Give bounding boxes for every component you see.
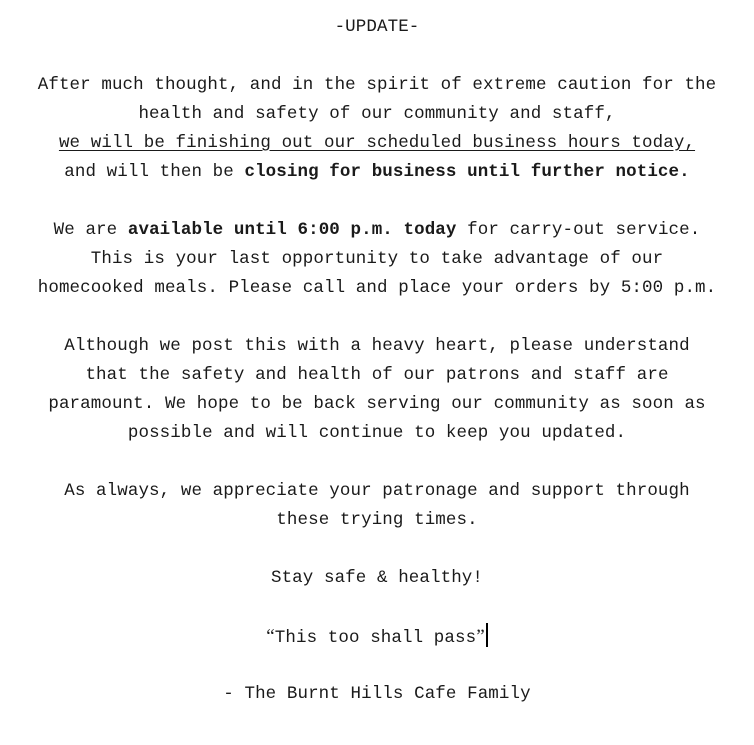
announcement-paragraph — [0, 71, 754, 187]
plain-text: and will then be — [64, 162, 245, 182]
text-line — [0, 216, 754, 245]
spacer — [0, 448, 754, 477]
spacer — [0, 651, 754, 680]
bold-text: available until 6:00 p.m. today — [127, 220, 457, 240]
signature-line: - The Burnt Hills Cafe Family — [223, 684, 531, 704]
plain-text: We are — [53, 220, 128, 240]
text-line: possible and will continue to keep you updated. — [127, 423, 627, 443]
text-line: paramount. We hope to be back serving our community as soon as — [48, 394, 706, 414]
spacer — [0, 42, 754, 71]
text-line — [0, 158, 754, 187]
text-line: homecooked meals. Please call and place your orders by 5:00 p.m. — [37, 278, 717, 298]
text-line: these trying times. — [276, 510, 478, 530]
text-line: Although we post this with a heavy heart, please understand — [64, 336, 690, 356]
safety-paragraph — [0, 332, 754, 448]
text-line: After much thought, and in the spirit of extreme caution for the — [37, 75, 717, 95]
underlined-text: we will be finishing out our scheduled business hours today, — [58, 133, 696, 153]
text-line: that the safety and health of our patrons and staff are — [85, 365, 669, 385]
spacer — [0, 535, 754, 564]
close-quote: ” — [476, 626, 485, 647]
spacer — [0, 303, 754, 332]
quote-text: This too shall pass — [274, 628, 477, 648]
quote-line — [0, 622, 754, 651]
bold-text: closing for business until further notice. — [244, 162, 690, 182]
text-cursor — [486, 623, 488, 647]
text-line: As always, we appreciate your patronage and support through — [64, 481, 690, 501]
service-paragraph — [0, 216, 754, 303]
appreciation-paragraph — [0, 477, 754, 535]
plain-text: for carry-out service. — [456, 220, 701, 240]
update-heading: -UPDATE- — [334, 17, 420, 37]
open-quote: “ — [266, 626, 275, 647]
closing-line: Stay safe & healthy! — [270, 568, 484, 588]
text-line — [0, 129, 754, 158]
text-line: This is your last opportunity to take advantage of our — [90, 249, 664, 269]
text-line: health and safety of our community and staff, — [138, 104, 616, 124]
spacer — [0, 593, 754, 622]
spacer — [0, 187, 754, 216]
